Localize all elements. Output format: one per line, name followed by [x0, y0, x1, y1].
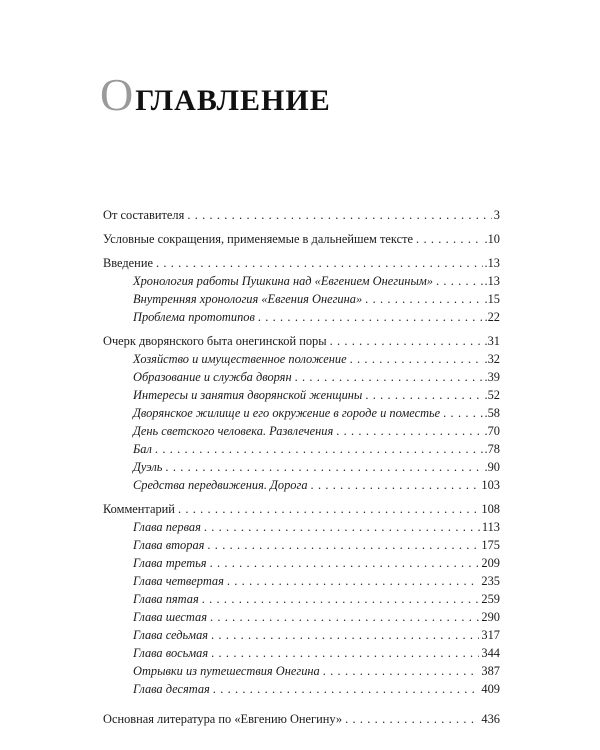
- toc-entry-title: Глава четвертая: [133, 574, 224, 588]
- toc-page-number: .78: [484, 442, 500, 456]
- toc-page-number: .15: [484, 292, 500, 306]
- toc-subentry[interactable]: [103, 476, 500, 494]
- toc-subentry[interactable]: [103, 386, 500, 404]
- toc-leader-dots: [155, 440, 483, 458]
- toc-leader-dots: [210, 608, 479, 626]
- toc-page-number: 387: [481, 664, 500, 678]
- toc-entry-title: Глава первая: [133, 520, 201, 534]
- toc-subentry[interactable]: [103, 458, 500, 476]
- toc-leader-dots: [345, 710, 479, 728]
- toc-subentry[interactable]: [103, 350, 500, 368]
- toc-subentry[interactable]: [103, 272, 500, 290]
- toc-subentry[interactable]: [103, 368, 500, 386]
- toc-leader-dots: [202, 590, 480, 608]
- toc-subentry[interactable]: [103, 554, 500, 572]
- toc-leader-dots: [323, 662, 480, 680]
- toc-leader-dots: [330, 332, 483, 350]
- toc-page-number: 317: [481, 628, 500, 642]
- toc-leader-dots: [210, 554, 480, 572]
- toc-subentry[interactable]: [103, 680, 500, 698]
- toc-page-number: 235: [481, 574, 500, 588]
- toc-leader-dots: [311, 476, 480, 494]
- toc-entry-title: Хронология работы Пушкина над «Евгением Онегиным»: [133, 274, 433, 288]
- toc-leader-dots: [365, 386, 482, 404]
- toc-leader-dots: [365, 290, 482, 308]
- toc-entry-title: Бал: [133, 442, 152, 456]
- toc-entry-title: Глава пятая: [133, 592, 199, 606]
- title-initial-letter: О: [100, 69, 135, 120]
- toc-entry-title: Глава шестая: [133, 610, 207, 624]
- toc-leader-dots: [204, 518, 480, 536]
- toc-subentry[interactable]: [103, 290, 500, 308]
- page-title: [100, 69, 331, 120]
- toc-leader-dots: [258, 308, 483, 326]
- toc-entry-title: Средства передвижения. Дорога: [133, 478, 308, 492]
- toc-subentry[interactable]: [103, 440, 500, 458]
- toc-leader-dots: [211, 626, 479, 644]
- toc-entry-title: Глава седьмая: [133, 628, 209, 642]
- toc-page-number: 344: [481, 646, 500, 660]
- toc-entry-title: Глава восьмая: [133, 646, 209, 660]
- toc-page-number: 209: [481, 556, 500, 570]
- toc-page-number: .13: [484, 256, 500, 270]
- toc-entry-title: Отрывки из путешествия Онегина: [133, 664, 320, 678]
- toc-leader-dots: [443, 404, 482, 422]
- toc-page-number: .10: [484, 232, 500, 246]
- toc-page-number: .32: [484, 352, 500, 366]
- toc-page-number: .22: [484, 310, 500, 324]
- toc-entry-title: Глава десятая: [133, 682, 210, 696]
- toc-subentry[interactable]: [103, 608, 500, 626]
- toc-page-number: .39: [484, 370, 500, 384]
- toc-leader-dots: [165, 458, 482, 476]
- toc-subentry[interactable]: [103, 662, 500, 680]
- toc-page-number: 259: [481, 592, 500, 606]
- toc-subentry[interactable]: [103, 572, 500, 590]
- toc-page-number: .13: [484, 274, 500, 288]
- toc-entry-title: Глава третья: [133, 556, 207, 570]
- toc-subentry[interactable]: [103, 644, 500, 662]
- toc-leader-dots: [156, 254, 483, 272]
- toc-entry-title: Дуэль: [133, 460, 163, 474]
- toc-entry-title: Внутренняя хронология «Евгения Онегина»: [133, 292, 363, 306]
- toc-entry-title: Хозяйство и имущественное положение: [133, 352, 347, 366]
- title-text: ГЛАВЛЕНИЕ: [135, 84, 331, 117]
- toc-subentry[interactable]: [103, 404, 500, 422]
- toc-entry-title: Введение: [103, 256, 153, 270]
- toc-page-number: .90: [484, 460, 500, 474]
- toc-page-number: 175: [481, 538, 500, 552]
- toc-spacer: [103, 698, 500, 710]
- toc-entry-title: Проблема прототипов: [133, 310, 255, 324]
- toc-page-number: .31: [484, 334, 500, 348]
- toc-leader-dots: [178, 500, 479, 518]
- toc-page-number: 113: [481, 520, 500, 534]
- toc-entry-title: От составителя: [103, 208, 185, 222]
- toc-subentry[interactable]: [103, 422, 500, 440]
- toc-entry-title: Комментарий: [103, 502, 175, 516]
- toc-page-number: 103: [481, 478, 500, 492]
- toc-subentry[interactable]: [103, 518, 500, 536]
- toc-page-number: 409: [481, 682, 500, 696]
- table-of-contents: [103, 206, 500, 728]
- toc-entry-title: Интересы и занятия дворянской женщины: [133, 388, 363, 402]
- toc-leader-dots: [336, 422, 482, 440]
- toc-page-number: 290: [481, 610, 500, 624]
- toc-entry-title: Образование и служба дворян: [133, 370, 292, 384]
- toc-page-number: 108: [481, 502, 500, 516]
- toc-entry[interactable]: [103, 500, 500, 518]
- toc-entry-title: Условные сокращения, применяемые в дальнейшем тексте: [103, 232, 414, 246]
- toc-leader-dots: [211, 644, 479, 662]
- toc-entry-title: Глава вторая: [133, 538, 205, 552]
- toc-leader-dots: [207, 536, 479, 554]
- toc-page-number: .52: [484, 388, 500, 402]
- toc-entry-title: Очерк дворянского быта онегинской поры: [103, 334, 327, 348]
- toc-entry-title: День светского человека. Развлечения: [133, 424, 334, 438]
- toc-entry[interactable]: [103, 230, 500, 248]
- toc-subentry[interactable]: [103, 308, 500, 326]
- toc-entry-title: Основная литература по «Евгению Онегину»: [103, 712, 343, 726]
- toc-subentry[interactable]: [103, 536, 500, 554]
- toc-subentry[interactable]: [103, 590, 500, 608]
- toc-entry[interactable]: [103, 254, 500, 272]
- toc-leader-dots: [436, 272, 483, 290]
- toc-leader-dots: [187, 206, 491, 224]
- toc-leader-dots: [227, 572, 480, 590]
- toc-leader-dots: [416, 230, 482, 248]
- toc-entry[interactable]: [103, 206, 500, 224]
- toc-entry-title: Дворянское жилище и его окружение в городе и поместье: [133, 406, 441, 420]
- toc-page-number: .58: [484, 406, 500, 420]
- toc-page-number: 3: [493, 208, 500, 222]
- toc-entry[interactable]: [103, 710, 500, 728]
- toc-entry[interactable]: [103, 332, 500, 350]
- toc-leader-dots: [350, 350, 483, 368]
- toc-page-number: 436: [481, 712, 500, 726]
- toc-page-number: .70: [484, 424, 500, 438]
- toc-leader-dots: [213, 680, 480, 698]
- toc-subentry[interactable]: [103, 626, 500, 644]
- toc-leader-dots: [295, 368, 483, 386]
